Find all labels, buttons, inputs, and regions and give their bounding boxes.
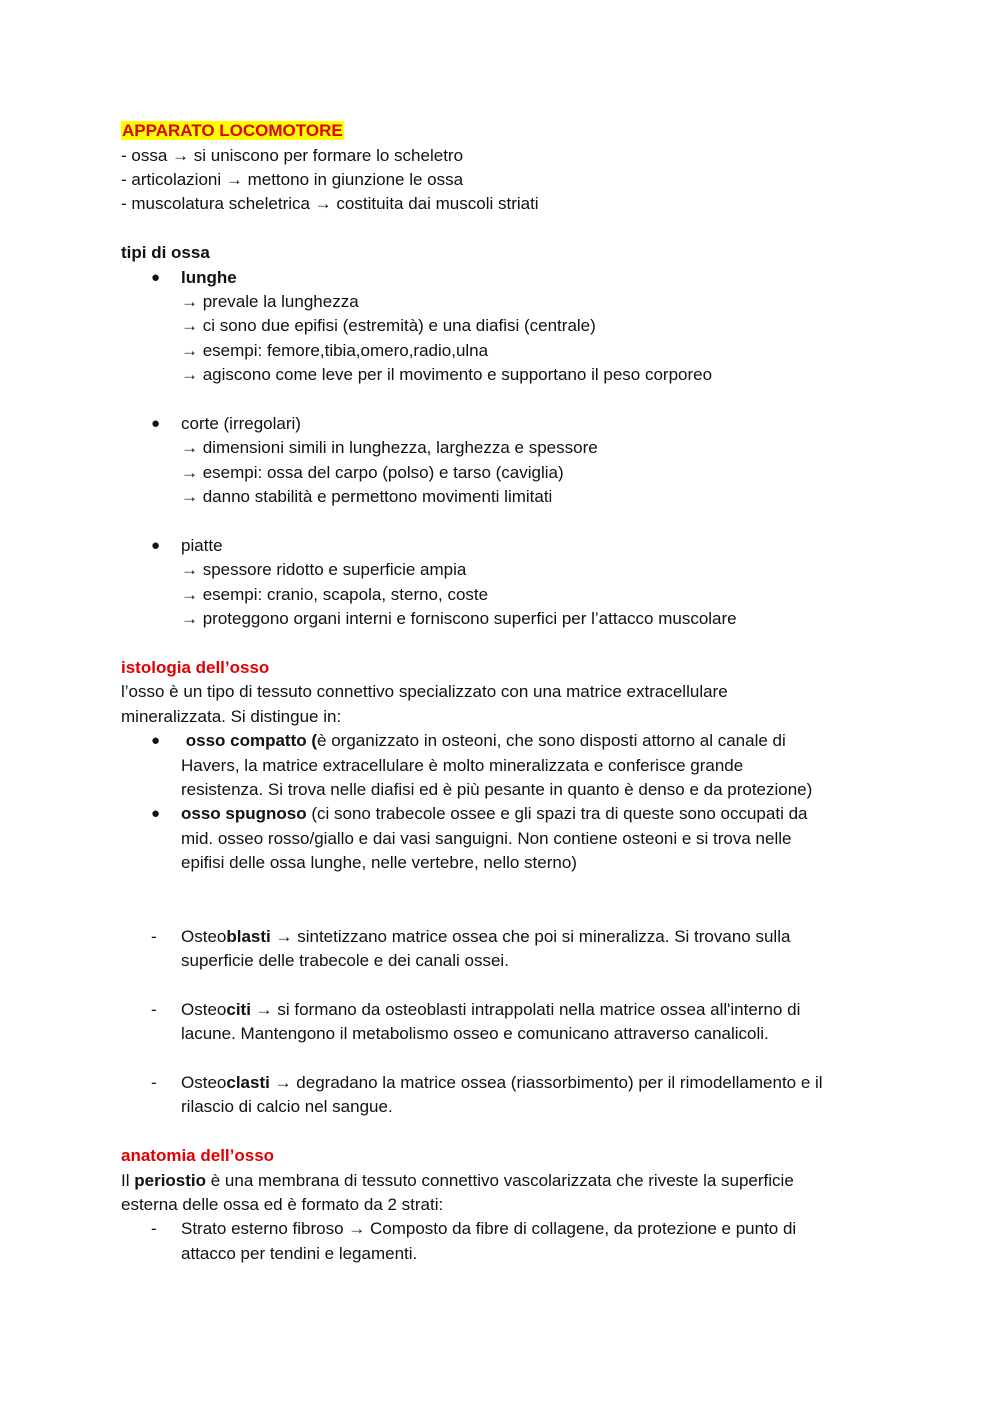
section-heading-istologia: istologia dell’osso — [121, 658, 270, 677]
osso-compatto-line: Havers, la matrice extracellulare è molto mineralizzata e conferisce grande — [181, 756, 744, 775]
bullet-icon: ● — [151, 805, 161, 822]
bone-type-point: → spessore ridotto e superficie ampia — [181, 560, 467, 579]
strato-line: Strato esterno fibroso → Composto da fibre di collagene, da protezione e punto di — [181, 1219, 797, 1238]
bone-type-lunghe: lunghe — [181, 268, 237, 287]
document-title: APPARATO LOCOMOTORE — [122, 121, 343, 140]
section-heading-anatomia: anatomia dell’osso — [121, 1146, 275, 1165]
dash-marker: - — [151, 1000, 157, 1019]
bullet-icon: ● — [151, 732, 161, 749]
osso-spugnoso-line: mid. osseo rosso/giallo e dai vasi sanguigni. Non contiene osteoni e si trova nelle — [181, 829, 792, 848]
bone-type-point: → esempi: femore,tibia,omero,radio,ulna — [181, 341, 489, 360]
bone-type-point: → ci sono due epifisi (estremità) e una diafisi (centrale) — [181, 316, 596, 335]
bone-type-point: → esempi: ossa del carpo (polso) e tarso (caviglia) — [181, 463, 564, 482]
bone-type-point: → agiscono come leve per il movimento e supportano il peso corporeo — [181, 365, 713, 384]
cell-osteoblasti-line: superficie delle trabecole e dei canali ossei. — [181, 951, 509, 970]
osso-compatto-term: osso compatto ( — [185, 731, 318, 750]
intro-item: - ossa → si uniscono per formare lo scheletro — [121, 146, 464, 165]
bone-type-piatte: piatte — [181, 536, 223, 555]
bone-type-point: → dimensioni simili in lunghezza, larghezza e spessore — [181, 438, 598, 457]
bone-type-point: → proteggono organi interni e forniscono superfici per l’attacco muscolare — [181, 609, 737, 628]
bone-type-point: → prevale la lunghezza — [181, 292, 359, 311]
cell-osteoclasti-line: Osteoclasti → degradano la matrice ossea (riassorbimento) per il rimodellamento e il — [181, 1073, 823, 1092]
osso-spugnoso-line: epifisi delle ossa lunghe, nelle vertebre, nello sterno) — [181, 853, 577, 872]
bullet-icon: ● — [151, 415, 161, 432]
intro-item: - articolazioni → mettono in giunzione le ossa — [121, 170, 464, 189]
bullet-icon: ● — [151, 269, 161, 286]
bone-type-corte: corte (irregolari) — [181, 414, 301, 433]
dash-marker: - — [151, 1073, 157, 1092]
bone-type-point: → danno stabilità e permettono movimenti limitati — [181, 487, 553, 506]
intro-item: - muscolatura scheletrica → costituita dai muscoli striati — [121, 194, 539, 213]
section-heading-tipi: tipi di ossa — [121, 243, 210, 262]
paragraph-line: mineralizzata. Si distingue in: — [121, 707, 342, 726]
cell-osteociti-line: Osteociti → si formano da osteoblasti intrappolati nella matrice ossea all'interno di — [181, 1000, 801, 1019]
osso-spugnoso-line: osso spugnoso (ci sono trabecole ossee e gli spazi tra di queste sono occupati da — [181, 804, 808, 823]
osso-compatto-line: resistenza. Si trova nelle diafisi ed è più pesante in quanto è denso e da protezione) — [181, 780, 813, 799]
bone-type-point: → esempi: cranio, scapola, sterno, coste — [181, 585, 489, 604]
osso-spugnoso-term: osso spugnoso — [181, 804, 307, 823]
periostio-term: periostio — [134, 1171, 207, 1190]
document-title-line — [121, 119, 344, 143]
cell-osteoblasti-line: Osteoblasti → sintetizzano matrice ossea che poi si mineralizza. Si trovano sulla — [181, 927, 791, 946]
dash-marker: - — [151, 1219, 157, 1238]
dash-marker: - — [151, 927, 157, 946]
cell-osteoclasti-line: rilascio di calcio nel sangue. — [181, 1097, 393, 1116]
cell-osteociti-line: lacune. Mantengono il metabolismo osseo e comunicano attraverso canalicoli. — [181, 1024, 769, 1043]
paragraph-line: Il periostio è una membrana di tessuto connettivo vascolarizzata che riveste la superficie — [121, 1171, 794, 1190]
paragraph-line: esterna delle ossa ed è formato da 2 strati: — [121, 1195, 444, 1214]
paragraph-line: l’osso è un tipo di tessuto connettivo specializzato con una matrice extracellulare — [121, 682, 728, 701]
osso-compatto-line: osso compatto (è organizzato in osteoni, che sono disposti attorno al canale di — [185, 731, 786, 750]
bullet-icon: ● — [151, 537, 161, 554]
strato-line: attacco per tendini e legamenti. — [181, 1244, 418, 1263]
